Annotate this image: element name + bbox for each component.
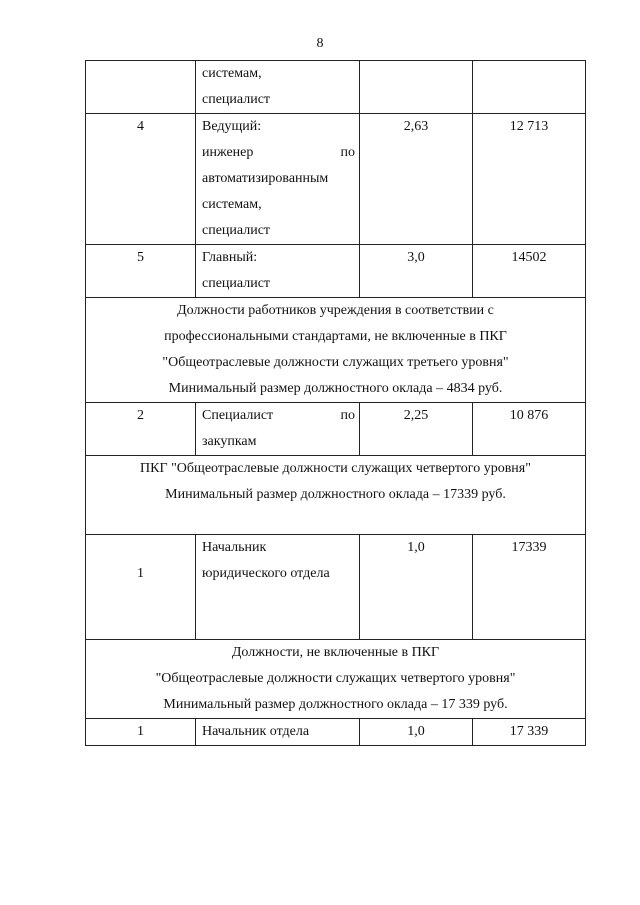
section-header bbox=[86, 456, 586, 535]
row-number-cell: 5 bbox=[86, 245, 196, 298]
salary-cell: 17 339 bbox=[473, 719, 586, 746]
coefficient-cell bbox=[360, 61, 473, 114]
section-header-line: "Общеотраслевые должности служащих третьего уровня" bbox=[162, 355, 509, 370]
position-name-line: Ведущий: bbox=[202, 119, 262, 134]
section-header-line: Должности работников учреждения в соответствии с bbox=[177, 303, 494, 318]
salary-table bbox=[85, 60, 586, 746]
position-name-word: по bbox=[340, 145, 355, 160]
position-name-line: юридического отдела bbox=[202, 566, 330, 581]
coefficient-cell: 1,0 bbox=[360, 719, 473, 746]
section-header-line: профессиональными стандартами, не включенные в ПКГ bbox=[164, 329, 507, 344]
table-row bbox=[86, 535, 586, 640]
position-name-cell bbox=[196, 114, 360, 245]
section-header-row bbox=[86, 298, 586, 403]
salary-cell: 14502 bbox=[473, 245, 586, 298]
section-spacer bbox=[90, 508, 581, 534]
row-number-cell bbox=[86, 535, 196, 640]
position-name-cell bbox=[196, 245, 360, 298]
position-name-line: Начальник отдела bbox=[202, 724, 310, 739]
cell-spacer bbox=[86, 535, 195, 561]
table-row bbox=[86, 719, 586, 746]
position-name-line: автоматизированным bbox=[202, 171, 329, 186]
position-name-line bbox=[202, 140, 355, 166]
position-name-line bbox=[202, 403, 355, 429]
position-name-cell bbox=[196, 403, 360, 456]
position-name-word: Специалист bbox=[202, 408, 274, 423]
coefficient-cell: 2,25 bbox=[360, 403, 473, 456]
row-number-cell: 4 bbox=[86, 114, 196, 245]
page-number: 8 bbox=[316, 36, 324, 51]
section-header-line: "Общеотраслевые должности служащих четвертого уровня" bbox=[155, 671, 516, 686]
position-name-line: Начальник bbox=[202, 540, 267, 555]
position-name-line: системам, bbox=[202, 66, 262, 81]
position-name-cell bbox=[196, 535, 360, 640]
salary-cell: 17339 bbox=[473, 535, 586, 640]
table-row bbox=[86, 61, 586, 114]
position-name-line: специалист bbox=[202, 276, 271, 291]
section-header-line: ПКГ "Общеотраслевые должности служащих четвертого уровня" bbox=[140, 461, 531, 476]
position-name-line: специалист bbox=[202, 223, 271, 238]
position-name-word: по bbox=[340, 408, 355, 423]
salary-cell: 10 876 bbox=[473, 403, 586, 456]
position-name-line: закупкам bbox=[202, 434, 257, 449]
position-name-cell bbox=[196, 719, 360, 746]
section-header bbox=[86, 640, 586, 719]
section-header-line: Должности, не включенные в ПКГ bbox=[231, 645, 440, 660]
salary-cell: 12 713 bbox=[473, 114, 586, 245]
coefficient-cell: 1,0 bbox=[360, 535, 473, 640]
coefficient-cell: 2,63 bbox=[360, 114, 473, 245]
row-number-text: 1 bbox=[137, 566, 144, 581]
section-header-row bbox=[86, 640, 586, 719]
cell-spacer bbox=[202, 613, 355, 639]
section-header bbox=[86, 298, 586, 403]
position-name-line: системам, bbox=[202, 197, 262, 212]
coefficient-cell: 3,0 bbox=[360, 245, 473, 298]
row-number-cell: 2 bbox=[86, 403, 196, 456]
salary-cell bbox=[473, 61, 586, 114]
row-number-cell: 1 bbox=[86, 719, 196, 746]
position-name-line: специалист bbox=[202, 92, 271, 107]
section-header-line: Минимальный размер должностного оклада – 17 339 руб. bbox=[163, 697, 508, 712]
position-name-cell bbox=[196, 61, 360, 114]
position-name-word: инженер bbox=[202, 145, 254, 160]
table-row bbox=[86, 403, 586, 456]
table-row bbox=[86, 245, 586, 298]
row-number-cell bbox=[86, 61, 196, 114]
section-header-line: Минимальный размер должностного оклада – 4834 руб. bbox=[168, 381, 503, 396]
section-header-line: Минимальный размер должностного оклада – 17339 руб. bbox=[165, 487, 506, 502]
table-row bbox=[86, 114, 586, 245]
section-header-row bbox=[86, 456, 586, 535]
cell-spacer bbox=[202, 587, 355, 613]
position-name-line: Главный: bbox=[202, 250, 258, 265]
